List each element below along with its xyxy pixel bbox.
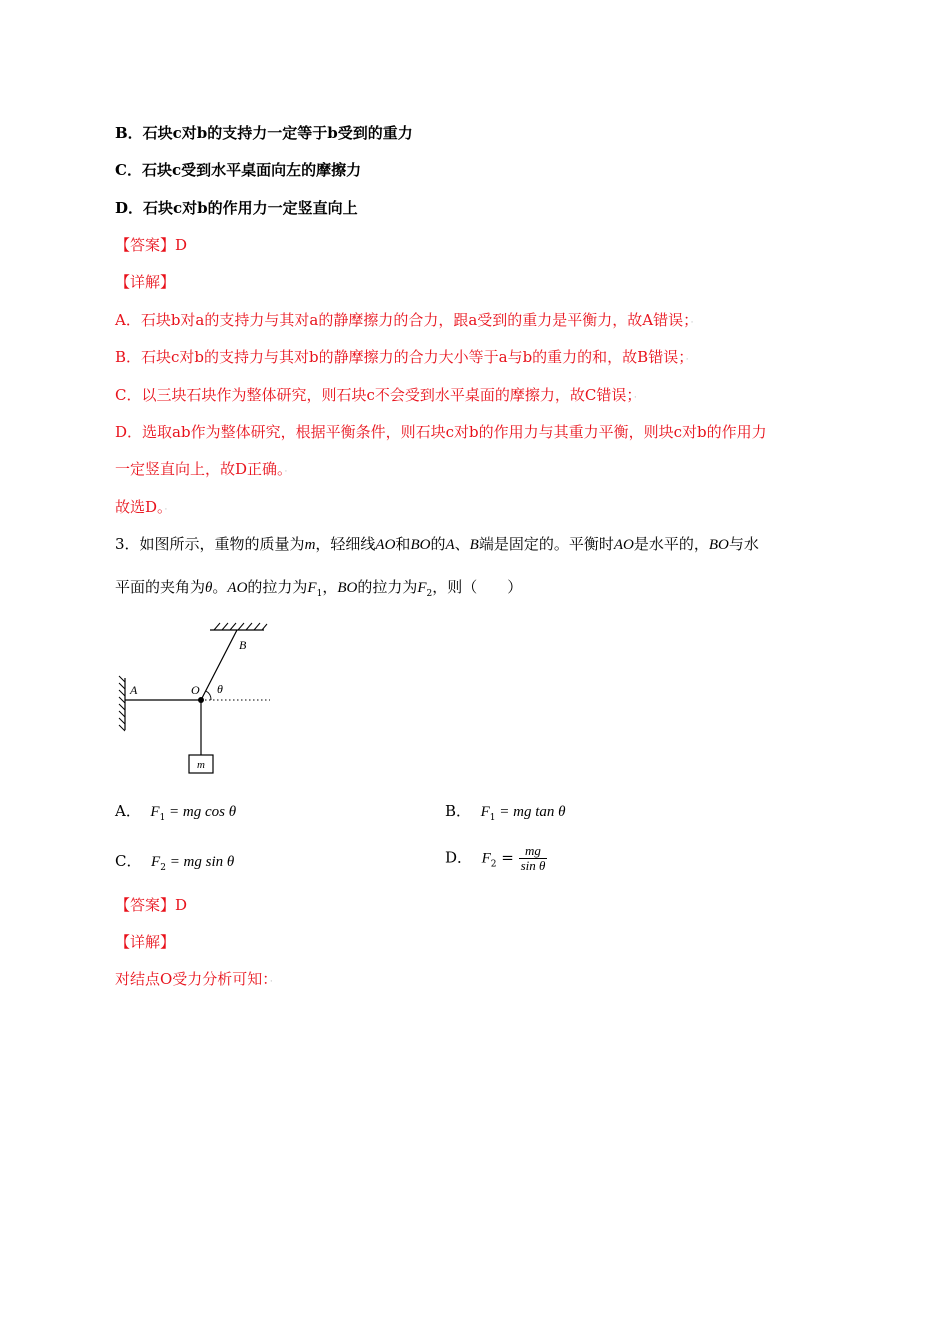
label-m: m bbox=[197, 759, 205, 771]
q3-stem-line2: 平面的夹角为θ。AO的拉力为$F_1$，BO的拉力为$F_2$，则（ ） bbox=[115, 578, 523, 599]
q3-answer: 【答案】D bbox=[115, 896, 188, 914]
force-diagram bbox=[112, 618, 287, 778]
q2-detail-d-line1: D．选取ab作为整体研究，根据平衡条件，则石块c对b的作用力与其重力平衡，则块c对b的作用力 bbox=[115, 423, 767, 441]
q3-option-d: D． $F_2$ = $\frac{mg}{\text{sin θ}}$ bbox=[445, 843, 546, 873]
knot-o bbox=[198, 697, 204, 703]
label-theta: θ bbox=[217, 682, 223, 696]
q3-detail-text: 对结点O受力分析可知：· bbox=[115, 970, 273, 988]
q3-option-a: A． $F_1$ = mg cos θ bbox=[115, 802, 237, 823]
q2-detail-d-line2: 一定竖直向上，故D正确。· bbox=[115, 460, 288, 478]
q2-conclusion: 故选D。· bbox=[115, 498, 168, 516]
q3-detail-label: 【详解】 bbox=[115, 933, 176, 951]
q2-option-b: B．石块c对b的支持力一定等于b受到的重力 bbox=[115, 124, 413, 142]
q2-detail-label: 【详解】 bbox=[115, 273, 176, 291]
q2-answer: 【答案】D bbox=[115, 236, 188, 254]
wall-support bbox=[119, 676, 125, 731]
q2-option-c: C．石块c受到水平桌面向左的摩擦力 bbox=[115, 161, 362, 179]
q3-option-c: C． $F_2$ = mg sin θ bbox=[115, 852, 235, 873]
q2-option-d: D．石块c对b的作用力一定竖直向上 bbox=[115, 199, 358, 217]
q2-detail-a: A．石块b对a的支持力与其对a的静摩擦力的合力，跟a受到的重力是平衡力，故A错误；· bbox=[115, 311, 694, 329]
q3-stem-line1: 3．如图所示，重物的质量为m，轻细线AO和BO的A、B端是固定的。平衡时AO是水平的，BO与水 bbox=[115, 535, 759, 553]
label-a: A bbox=[130, 683, 138, 697]
fraction: $\frac{mg}{\text{sin θ}}$ bbox=[520, 843, 546, 873]
angle-arc bbox=[206, 691, 211, 700]
ceiling-support bbox=[210, 623, 267, 630]
label-o: O bbox=[191, 683, 200, 697]
q3-option-b: B． $F_1$ = mg tan θ bbox=[445, 802, 566, 823]
label-b: B bbox=[239, 638, 247, 652]
q2-detail-b: B．石块c对b的支持力与其对b的静摩擦力的合力大小等于a与b的重力的和，故B错误；· bbox=[115, 348, 689, 366]
q2-detail-c: C．以三块石块作为整体研究，则石块c不会受到水平桌面的摩擦力，故C错误；· bbox=[115, 386, 637, 404]
